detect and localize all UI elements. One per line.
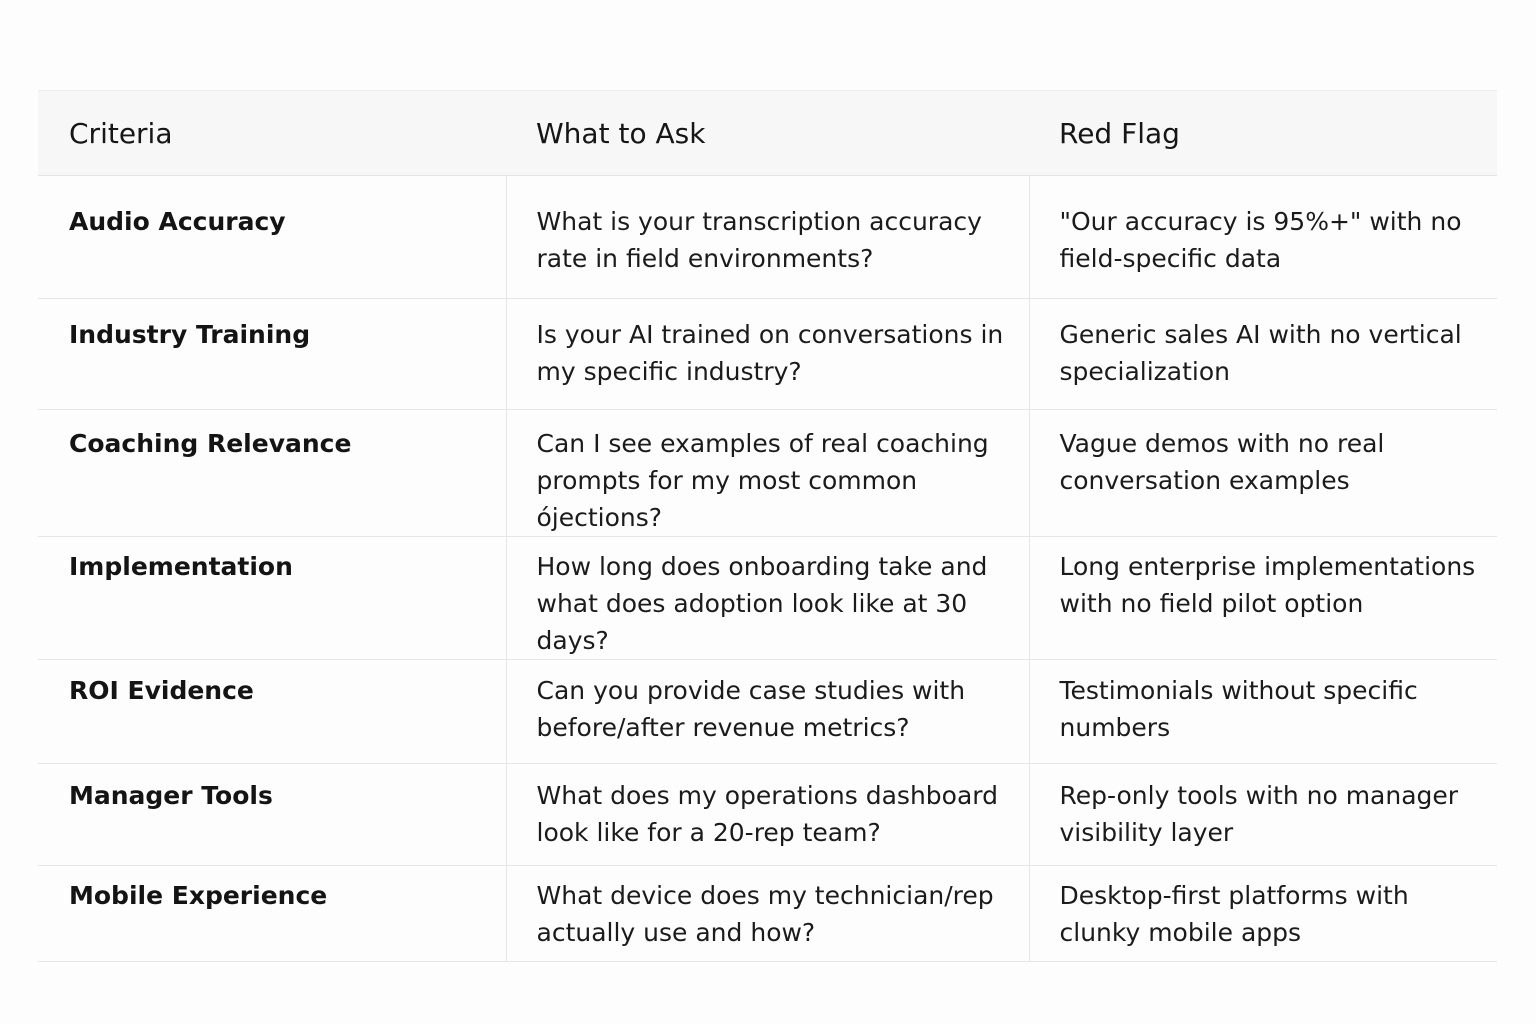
table-row — [38, 764, 1497, 866]
criteria-cell: Industry Training — [38, 299, 506, 410]
what-to-ask-cell: What device does my technician/rep actually use and how? — [506, 866, 1029, 962]
table-row — [38, 537, 1497, 660]
what-to-ask-cell: What does my operations dashboard look like for a 20-rep team? — [506, 764, 1029, 866]
header-row — [38, 91, 1497, 176]
table-header — [38, 91, 1497, 176]
header-what-to-ask: What to Ask — [506, 91, 1029, 176]
vendor-evaluation-table — [38, 90, 1497, 962]
criteria-cell: Manager Tools — [38, 764, 506, 866]
header-red-flag: Red Flag — [1029, 91, 1497, 176]
table-row — [38, 866, 1497, 962]
table-body — [38, 176, 1497, 962]
what-to-ask-cell: Can you provide case studies with before/after revenue metrics? — [506, 660, 1029, 764]
criteria-cell: Mobile Experience — [38, 866, 506, 962]
header-criteria: Criteria — [38, 91, 506, 176]
what-to-ask-cell: How long does onboarding take and what does adoption look like at 30 days? — [506, 537, 1029, 660]
red-flag-cell: Rep-only tools with no manager visibility layer — [1029, 764, 1497, 866]
table-row — [38, 410, 1497, 537]
red-flag-cell: Generic sales AI with no vertical specialization — [1029, 299, 1497, 410]
table-row — [38, 299, 1497, 410]
red-flag-cell: Vague demos with no real conversation examples — [1029, 410, 1497, 537]
red-flag-cell: "Our accuracy is 95%+" with no field-specific data — [1029, 176, 1497, 299]
red-flag-cell: Desktop-first platforms with clunky mobile apps — [1029, 866, 1497, 962]
criteria-cell: Audio Accuracy — [38, 176, 506, 299]
criteria-cell: ROI Evidence — [38, 660, 506, 764]
red-flag-cell: Long enterprise implementations with no field pilot option — [1029, 537, 1497, 660]
what-to-ask-cell: What is your transcription accuracy rate in field environments? — [506, 176, 1029, 299]
vendor-evaluation-table-container — [38, 90, 1497, 962]
criteria-cell: Coaching Relevance — [38, 410, 506, 537]
table-row — [38, 176, 1497, 299]
what-to-ask-cell: Is your AI trained on conversations in my specific industry? — [506, 299, 1029, 410]
what-to-ask-cell: Can I see examples of real coaching prompts for my most common ójections? — [506, 410, 1029, 537]
red-flag-cell: Testimonials without specific numbers — [1029, 660, 1497, 764]
table-row — [38, 660, 1497, 764]
criteria-cell: Implementation — [38, 537, 506, 660]
